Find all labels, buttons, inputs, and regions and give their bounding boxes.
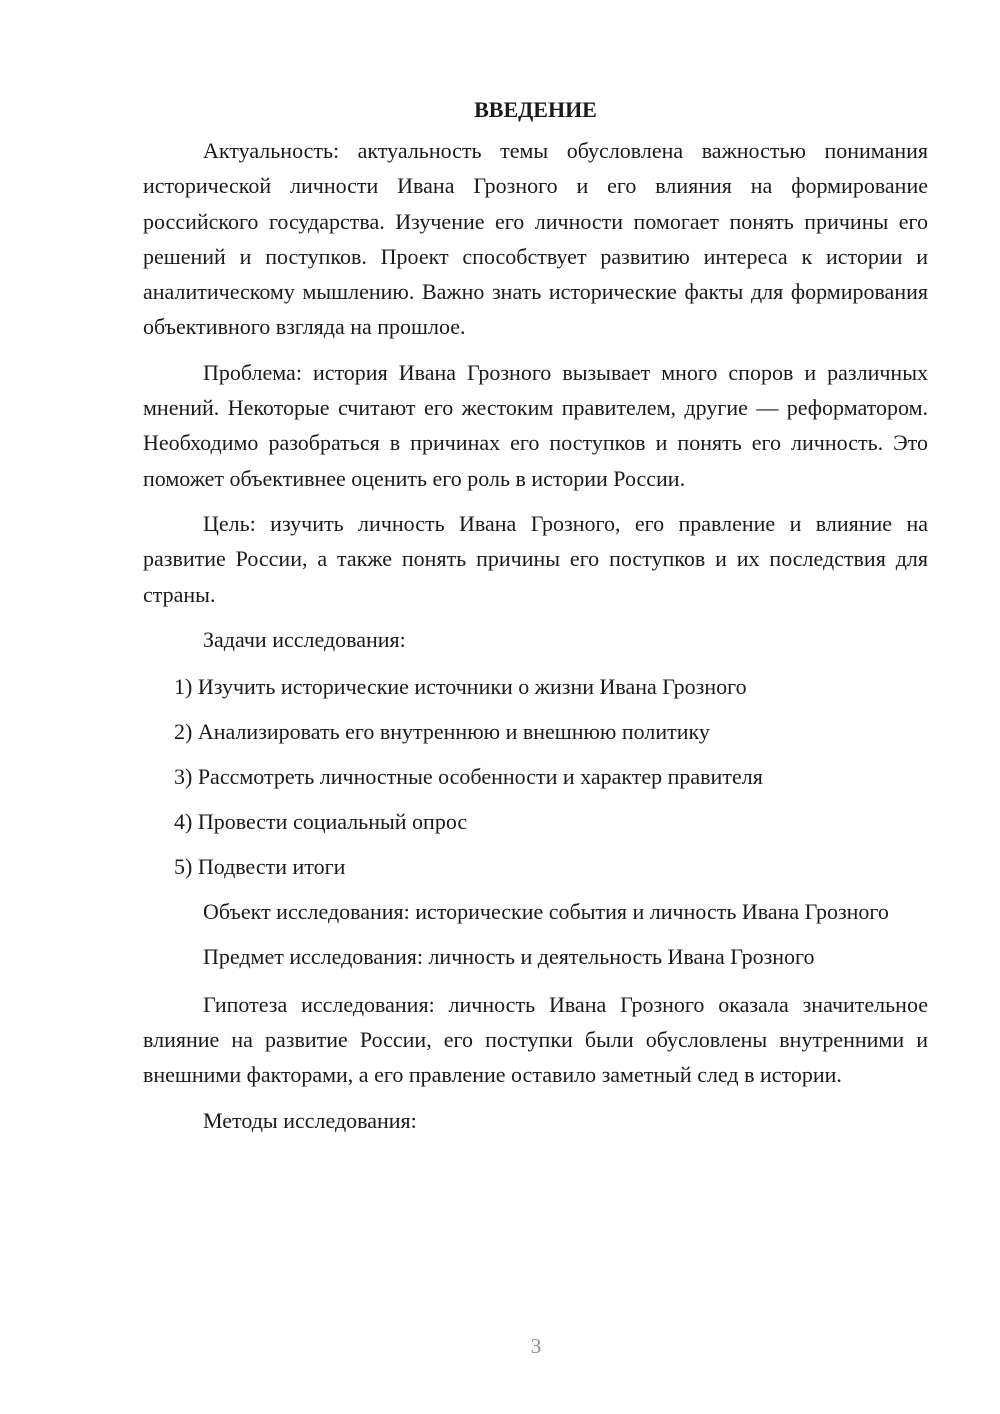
document-page [143, 92, 928, 1150]
task-item: 5) Подвести итоги [174, 854, 346, 880]
paragraph-subject: Предмет исследования: личность и деятельность Ивана Грозного [203, 944, 815, 970]
tasks-list [143, 669, 928, 884]
task-item: 3) Рассмотреть личностные особенности и характер правителя [174, 764, 763, 790]
paragraph-object: Объект исследования: исторические события и личность Ивана Грозного [203, 899, 889, 925]
tasks-heading: Задачи исследования: [203, 626, 406, 652]
section-title: ВВЕДЕНИЕ [474, 97, 597, 122]
paragraph-relevance: Актуальность: актуальность темы обусловлена важностью понимания исторической личности Ивана Грозного и его влияния на формирование российского государства. Изучение его личности помогает понять причины его решений и поступков. Проект способствует развитию интереса к истории и аналитическому мышлению. Важно знать исторические факты для формирования объективного взгляда на прошлое. [143, 138, 928, 340]
paragraph-goal: Цель: изучить личность Ивана Грозного, его правление и влияние на развитие России, а также понять причины его поступков и их последствия для страны. [143, 510, 928, 607]
task-item: 2) Анализировать его внутреннюю и внешнюю политику [174, 719, 710, 745]
page-number: 3 [530, 1334, 542, 1358]
paragraph-hypothesis: Гипотеза исследования: личность Ивана Грозного оказала значительное влияние на развитие России, его поступки были обусловлены внутренними и внешними факторами, а его правление оставило заметный след в истории. [143, 991, 928, 1088]
task-item: 4) Провести социальный опрос [174, 809, 468, 835]
methods-heading: Методы исследования: [203, 1107, 417, 1133]
paragraph-problem: Проблема: история Ивана Грозного вызывает много споров и различных мнений. Некоторые считают его жестоким правителем, другие — реформатором. Необходимо разобраться в причинах его поступков и понять его личность. Это поможет объективнее оценить его роль в истории России. [143, 359, 928, 491]
task-item: 1) Изучить исторические источники о жизни Ивана Грозного [174, 674, 747, 700]
